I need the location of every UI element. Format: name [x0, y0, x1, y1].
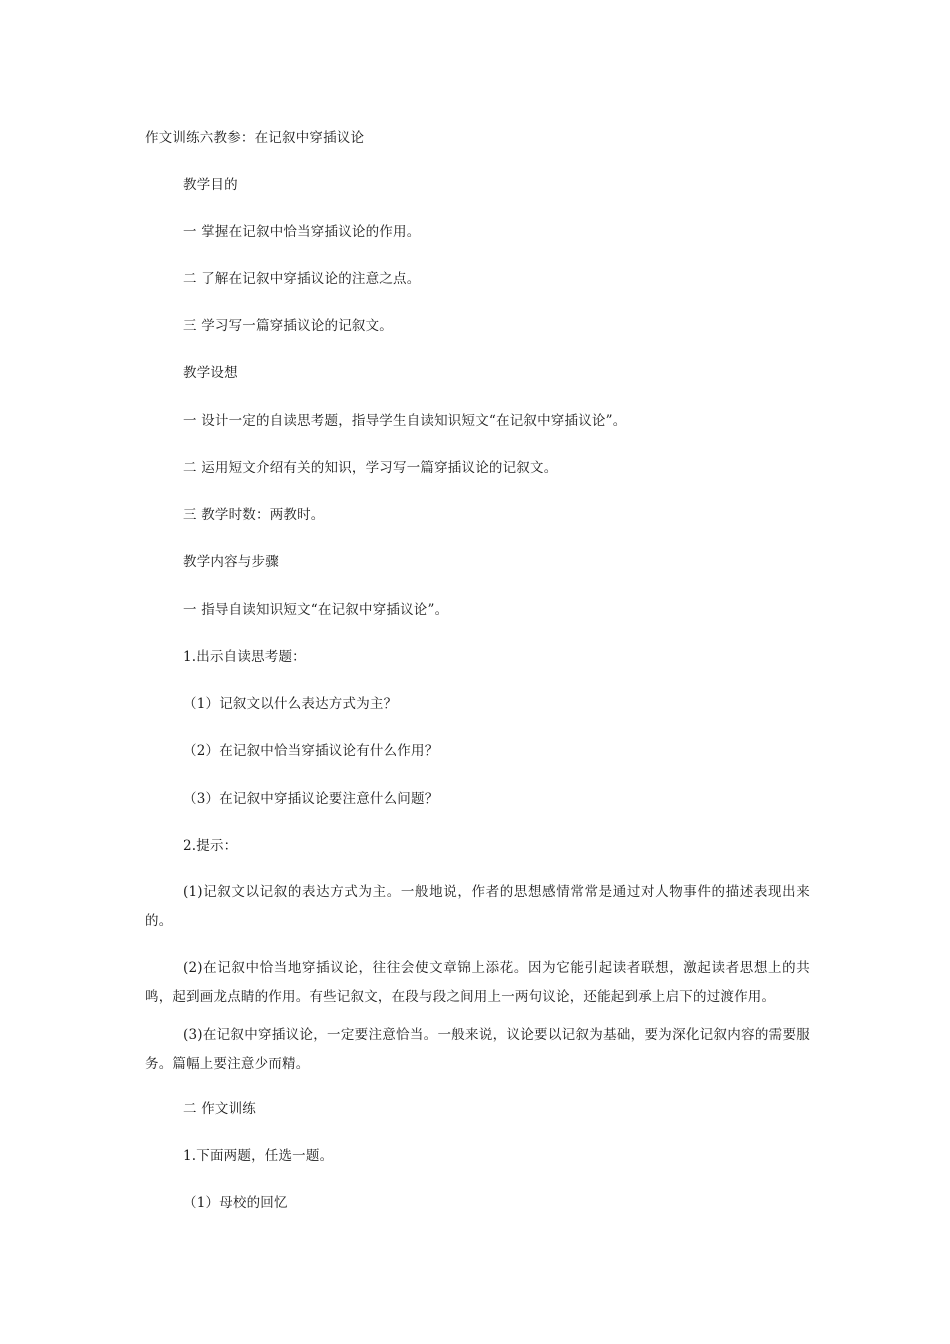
question-item: （1）记叙文以什么表达方式为主？ — [183, 696, 398, 712]
plan-item: 三 教学时数：两教时。 — [183, 507, 325, 523]
section2-heading: 二 作文训练 — [183, 1101, 256, 1117]
hint-paragraph: (1)记叙文以记叙的表达方式为主。一般地说，作者的思想感情常常是通过对人物事件的描述表现出来的。 — [145, 884, 810, 929]
topic-option: （1）母校的回忆 — [183, 1195, 288, 1211]
objectives-heading: 教学目的 — [183, 177, 238, 193]
document-title: 作文训练六教参：在记叙中穿插议论 — [145, 130, 365, 146]
hint-paragraph: (2)在记叙中恰当地穿插议论，往往会使文章锦上添花。因为它能引起读者联想，激起读者思想上的共鸣，起到画龙点睛的作用。有些记叙文，在段与段之间用上一两句议论，还能起到承上启下的过渡作用。 — [145, 960, 810, 1005]
hint-paragraph: (3)在记叙中穿插议论，一定要注意恰当。一般来说，议论要以记叙为基础，要为深化记叙内容的需要服务。篇幅上要注意少而精。 — [145, 1027, 810, 1072]
objective-item: 三 学习写一篇穿插议论的记叙文。 — [183, 318, 393, 334]
content-heading: 教学内容与步骤 — [183, 554, 279, 570]
objective-item: 一 掌握在记叙中恰当穿插议论的作用。 — [183, 224, 421, 240]
plan-item: 一 设计一定的自读思考题，指导学生自读知识短文“在记叙中穿插议论”。 — [183, 413, 627, 429]
objective-item: 二 了解在记叙中穿插议论的注意之点。 — [183, 271, 421, 287]
section1-heading: 一 指导自读知识短文“在记叙中穿插议论”。 — [183, 602, 449, 618]
plan-item: 二 运用短文介绍有关的知识，学习写一篇穿插议论的记叙文。 — [183, 460, 558, 476]
step-label: 1.下面两题，任选一题。 — [183, 1148, 334, 1164]
step-label: 2.提示： — [183, 838, 238, 854]
step-label: 1.出示自读思考题： — [183, 649, 306, 665]
question-item: （3）在记叙中穿插议论要注意什么问题？ — [183, 791, 439, 807]
plan-heading: 教学设想 — [183, 365, 238, 381]
question-item: （2）在记叙中恰当穿插议论有什么作用？ — [183, 743, 439, 759]
